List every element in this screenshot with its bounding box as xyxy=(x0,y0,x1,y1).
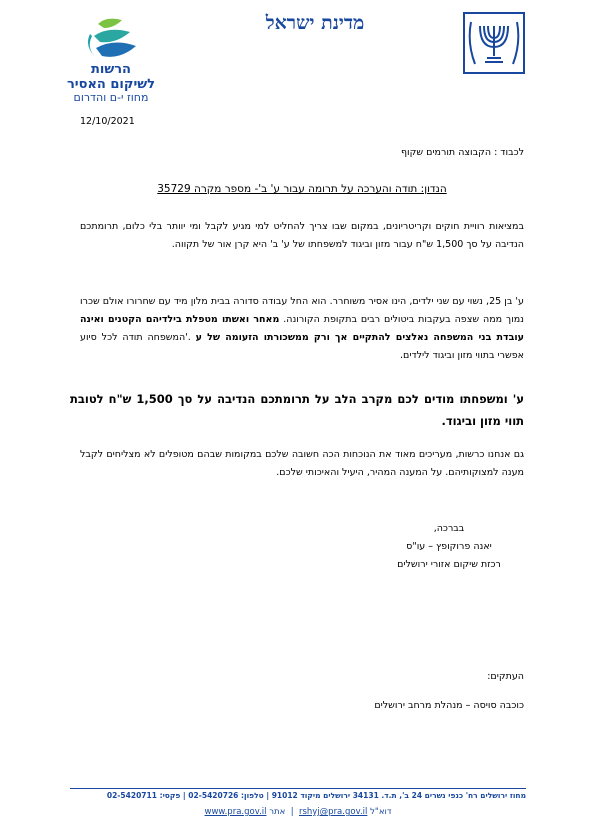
state-title: מדינת ישראל xyxy=(265,12,365,34)
paragraph-thanks: ע' ומשפחתו מודים לכם מקרב הלב על תרומתכם הנדיבה על סך 1,500 ש"ח לטובת תווי מזון וביגוד. xyxy=(70,392,524,428)
closing: בברכה, xyxy=(433,523,465,534)
signer-name: יאנה פרוקופץ – עו"ס xyxy=(406,541,492,552)
letter-date: 12/10/2021 xyxy=(80,116,135,127)
org-name xyxy=(56,62,166,92)
org-name-line1: הרשות xyxy=(91,62,131,77)
signer-title: רכזת שיקום אזורי ירושלים xyxy=(397,559,501,570)
signature-block xyxy=(300,520,524,574)
copies-heading: העתקים: xyxy=(487,671,524,682)
footer-address: מחוז ירושלים רח' כנפי נשרים 24 ב', ת.ד. 34131 ירושלים מיקוד 91012 | טלפון: 02-5420726 | פקסי: 02-5420711 xyxy=(106,791,526,800)
paragraph-background-text: ע' בן 25, נשוי עם שני ילדים, הינו אסיר משוחרר. הוא החל עבודה סדורה בבית מלון מיד עם שחרורו אולם שכרו נמוך ממה שצפה בעקבות ביטולים רבים בתקופת הקורונה. xyxy=(80,296,524,325)
org-name-line2: לשיקום האסיר xyxy=(66,77,156,92)
district-name: מחוז י-ם והדרום xyxy=(73,91,149,104)
paragraph-background xyxy=(80,293,524,365)
paragraph-appreciation: גם אנחנו כרשות, מעריכים מאוד את הנוכחות הכה חשובה שלכם במקומות שבהם מטופלים לא מצליחים לקבל מענה למצוקותיהם. על המענה המהיר, היעיל והאיכותי שלכם. xyxy=(80,449,524,478)
footer-contact: דוא"ל rshyj@pra.gov.il | אתר www.pra.gov.il xyxy=(204,807,392,817)
email-label: דוא"ל xyxy=(370,807,392,817)
website-link[interactable]: www.pra.gov.il xyxy=(204,807,267,817)
paragraph-background-bold: מאחר ואשתו מטפלת בילדיהם הקטנים ואינה עובדת בני המשפחה נאלצים להתקיים אך ורק ממשכורתו הזעומה של ע xyxy=(80,314,524,343)
footer-divider xyxy=(70,788,526,789)
paragraph-intro: במציאות רוויית חוקים וקריטריונים, במקום שבו צריך להחליט למי מגיע לקבל ומי יוותר בלי כלום, תרומתכם הנדיבה על סך 1,500 ש"ח עבור מזון וביגוד למשפחתו של ע' ב' היא קרן אור של תקווה. xyxy=(80,221,524,250)
email-link[interactable]: rshyj@pra.gov.il xyxy=(298,807,368,817)
state-emblem-icon xyxy=(463,12,525,74)
recipient-line: לכבוד : הקבוצה תורמים שקוף xyxy=(400,147,524,158)
copies-recipient: כוכבה סויסה – מנהלת מרחב ירושלים xyxy=(374,700,524,711)
subject-line: הנדון: תודה והערכה על תרומה עבור ע' ב'- מספר מקרה 35729 xyxy=(157,183,447,195)
site-label: אתר xyxy=(269,807,286,817)
paragraph-background-end: .'המשפחה תודה לכל סיוע אפשרי בתווי מזון וביגוד לילדים. xyxy=(80,332,524,361)
